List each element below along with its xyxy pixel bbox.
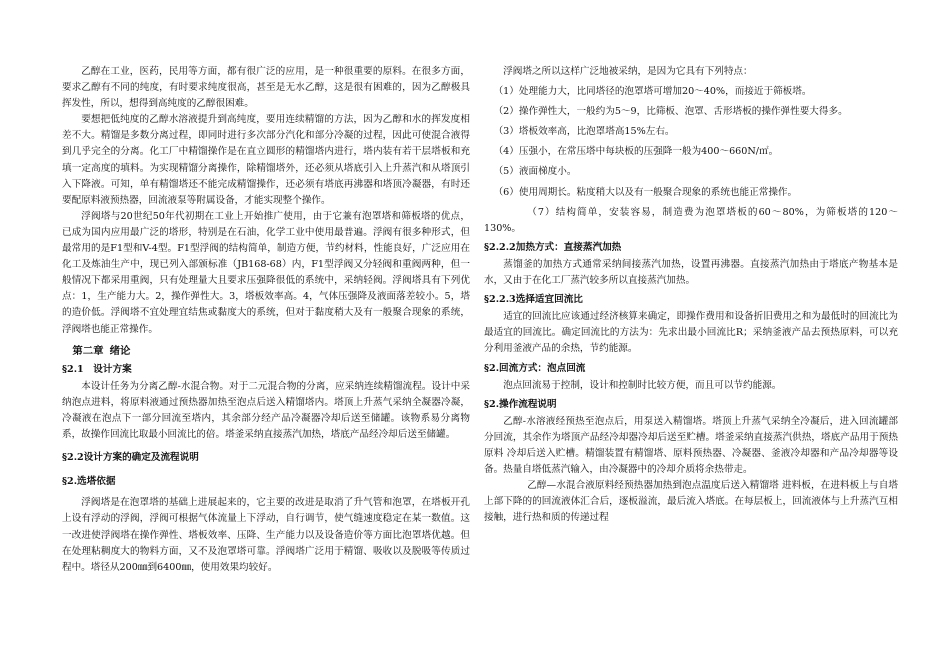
paragraph-process-flow: 乙醇-水溶液经预热至泡点后，用泵送入精馏塔。塔顶上升蒸气采纳全冷凝后，进入回流罐部分回流，其余作为塔顶产品经冷却器冷却后送至贮槽。塔釜采纳直接蒸汽供热，塔底产品用于预热原料 冷却后送入贮槽。精馏装置有精馏塔、原料预热器、冷凝器、釜液冷却器和产品冷却器等设备。热量自塔低蒸汽输入，由冷凝器中的冷却介质将余热带走。: [484, 415, 898, 476]
paragraph-reflux-ratio: 适宜的回流比应该通过经济核算来确定，即操作费用和设备折旧费用之和为最低时的回流比为最适宜的回流比。确定回流比的方法为：先求出最小回流比R；采纳釜液产品去预热原料，可以充分利用釜液产品的余热，节约能源。: [484, 311, 898, 355]
list-item: （1）处理能力大，比同塔径的泡罩塔可增加20～40%，而接近于筛板塔。: [493, 86, 812, 98]
chapter-heading: [62, 343, 470, 359]
section-heading-reflux-ratio: §2.2.3选择适宜回流比: [484, 294, 583, 306]
paragraph-features-intro: 浮阀塔之所以这样广泛地被采纳，是因为它具有下列特点：: [503, 66, 753, 77]
list-item: （5）液面梯度小。: [493, 166, 577, 178]
paragraph-ethanol-uses: 乙醇在工业，医药，民用等方面，都有很广泛的应用，是一种很重要的原料。在很多方面，要求乙醇有不同的纯度，有时要求纯度很高，甚至是无水乙醇，这是很有困难的，因为乙醇极具挥发性，所以，想得到高纯度的乙醇很困难。: [62, 66, 470, 110]
paragraph-float-valve-tower: 浮阀塔与20世纪50年代初期在工业上开始推广使用，由于它兼有泡罩塔和筛板塔的优点，已成为国内应用最广泛的塔形，特别是在石油，化学工业中使用最普遍。浮阀有很多种形式，但最常用的是F1型和V-4型。F1型浮阀的结构简单，制造方便，节约材料，性能良好，广泛应用在化工及炼油生产中，现已列入部颁标准（JB168-68）内，F1型浮阀又分轻阀和重阀两种，但一般情况下都采用重阀，只有处理量大且要求压强降很低的系统中，采纳轻阀。浮阀塔具有下列优点：1，生产能力大。2，操作弹性大。3，塔板效率高。4，气体压强降及液面落差较小。5，塔的造价低。浮阀塔不宜处理宜结焦或黏度大的系统，但对于黏度稍大及有一般聚合现象的系统，浮阀塔也能正常操作。: [62, 210, 470, 335]
list-item: （7）结构简单，安装容易，制造费为泡罩塔板的60～80%，为筛板塔的120～130%。: [484, 206, 898, 234]
paragraph-reflux-mode: 泡点回流易于控制，设计和控制时比较方便，而且可以节约能源。: [503, 379, 782, 391]
left-column: [62, 64, 470, 576]
list-item: （6）使用周期长。粘度稍大以及有一般聚合现象的系统也能正常操作。: [493, 186, 798, 198]
section-heading-reflux-mode: §2.回流方式：泡点回流: [484, 362, 586, 374]
section-heading-heating: §2.2.2加热方式：直接蒸汽加热: [484, 241, 622, 253]
list-item: （3）塔板效率高，比泡罩塔高15%左右。: [493, 126, 675, 138]
list-item: （2）操作弹性大，一般约为5～9，比筛板、泡罩、舌形塔板的操作弹性要大得多。: [493, 106, 848, 118]
section-heading-2-2: §2.2设计方案的确定及流程说明: [62, 452, 199, 464]
paragraph-distillation: 要想把低纯度的乙醇水溶液提升到高纯度，要用连续精馏的方法，因为乙醇和水的挥发度相差不大。精馏是多数分离过程，即同时进行多次部分汽化和部分冷凝的过程，因此可使混合液得到几乎完全的分离。化工厂中精馏操作是在直立圆形的精馏塔内进行，塔内装有若干层塔板和充填一定高度的填料。为实现精馏分离操作，除精馏塔外，还必须从塔底引入上升蒸汽和从塔顶引入下降液。可知，单有精馏塔还不能完成精馏操作，还必须有塔底再沸器和塔顶冷凝器，有时还要配原料液预热器，回流液泵等附属设备，才能实现整个操作。: [62, 114, 470, 206]
chapter-number: 第二章: [72, 344, 104, 357]
section-heading-2-1: §2.1 设计方案: [62, 363, 132, 375]
section-heading-process-flow: §2.操作流程说明: [484, 398, 557, 410]
paragraph-process-flow-2: 乙醇—水混合液原料经预热器加热到泡点温度后送入精馏塔 进料板，在进料板上与自塔上部下降的的回流液体汇合后，逐板溢流，最后流入塔底。在每层板上，回流液体与上升蒸汽互相接触，进行热和质的传递过程: [484, 480, 898, 524]
section-heading-tower-selection: §2.选塔依据: [62, 476, 116, 488]
right-column: [484, 64, 898, 526]
paragraph-design-plan: 本设计任务为分离乙醇-水混合物。对于二元混合物的分离，应采纳连续精馏流程。设计中采纳泡点进料，将原料液通过预热器加热至泡点后送入精馏塔内。塔顶上升蒸气采纳全凝器冷凝，冷凝液在泡点下一部分回流至塔内，其余部分经产品冷凝器冷却后送至储罐。该物系易分离物系，故操作回流比取最小回流比的倍。塔釜采纳直接蒸汽加热，塔底产品经冷却后送至储罐。: [62, 380, 470, 441]
list-item: （4）压强小，在常压塔中每块板的压强降一般为400～660N/㎡。: [493, 146, 779, 158]
paragraph-tower-basis: 浮阀塔是在泡罩塔的基础上进展起来的，它主要的改进是取消了升气管和泡罩，在塔板开孔上设有浮动的浮阀，浮阀可根据气体流量上下浮动，自行调节，使气缝速度稳定在某一数值。这一改进使浮阀塔在操作弹性、塔板效率、压降、生产能力以及设备造价等方面比泡罩塔优越。但在处理粘稠度大的物料方面，又不及泡罩塔可靠。浮阀塔广泛用于精馏、吸收以及脱吸等传质过程中。塔径从200㎜到6400㎜，使用效果均较好。: [62, 497, 470, 573]
chapter-title: 绪论: [109, 344, 131, 357]
paragraph-heating: 蒸馏釜的加热方式通常采纳间接蒸汽加热，设置再沸器。直接蒸汽加热由于塔底产物基本是水，又由于在化工厂蒸汽较多所以直接蒸汽加热。: [484, 258, 898, 287]
